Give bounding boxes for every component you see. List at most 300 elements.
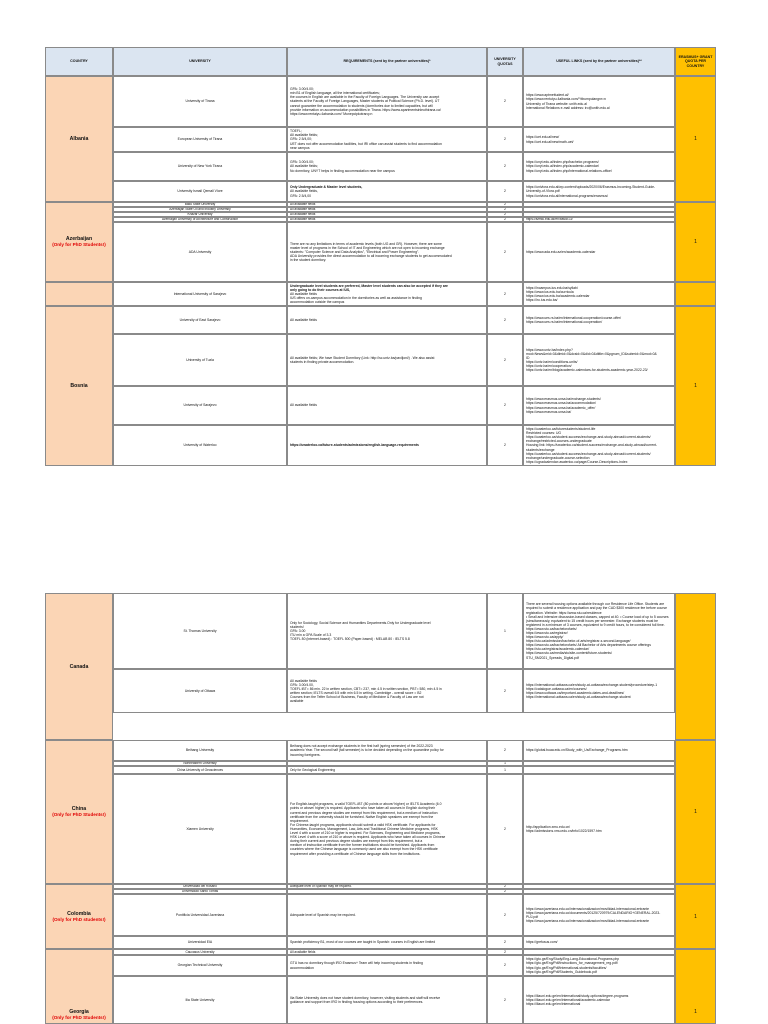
quota-value: 2 xyxy=(504,889,506,894)
link-line[interactable]: https://iliauni.edu.ge/en/international/study-options/degree-programs xyxy=(526,993,629,998)
university-cell xyxy=(113,740,287,761)
quota-cell xyxy=(487,127,523,152)
table-row xyxy=(45,425,716,466)
university-cell xyxy=(113,669,287,713)
link-line[interactable]: https://www.erasmus.unsa.ba/accommodation/ xyxy=(526,401,597,406)
table-row xyxy=(45,593,716,669)
requirement-line: ADA University provides the direct accommodation to all incoming exchange students to get accommodated xyxy=(290,254,452,259)
link-line[interactable]: https://www.erasmus.unsa.ba/academic_offer/ xyxy=(526,405,596,410)
requirement-line: min B1 of English language, all the international certificates; xyxy=(290,91,380,96)
university-name: University of Tuzla xyxy=(186,357,214,362)
requirements-cell xyxy=(287,766,487,774)
university-name: Universidad Santo Tomas xyxy=(181,889,219,894)
quota-value: 2 xyxy=(504,99,506,104)
link-line[interactable]: https://www.stu.ca/media/stu/site-content/future-students/ xyxy=(526,651,612,656)
university-name: Azerbaijan State Oil and Industry University xyxy=(169,207,231,212)
link-line[interactable]: • Small and intensive discussion-based classes, capped at 40. • Course load of up to 5 courses xyxy=(526,614,669,619)
link-line[interactable]: https://international.uottawa.ca/en/study-at-uottawa/exchange-student xyxy=(526,695,631,700)
requirement-line: All available fields xyxy=(290,202,316,207)
requirement-line: in the student dormitory. xyxy=(290,258,327,263)
link-line[interactable]: https://www.ues.rs.ba/en/international-cooperation/course-offer/ xyxy=(526,315,622,320)
requirement-line: No dormitory, UNYT helps in finding accommodation near the campus xyxy=(290,168,395,173)
quota-value: 2 xyxy=(504,912,506,917)
country-name: Azerbaijan xyxy=(65,236,93,242)
link-line[interactable]: https://www.erasmus.unsa.ba/exchange-students/ xyxy=(526,397,601,402)
table-row xyxy=(45,766,716,774)
university-cell xyxy=(113,282,287,306)
link-line[interactable]: https://www.erasmus.unsa.ba/ xyxy=(526,409,572,414)
requirement-line: TOEFL; xyxy=(290,129,302,134)
university-name: University of Sarajevo xyxy=(183,403,217,408)
university-name: Pontificia Universidad Javeriana xyxy=(175,912,225,917)
requirement-line: Adequate level of Spanish may be required. xyxy=(290,912,356,917)
quota-cell xyxy=(487,955,523,976)
link-line[interactable]: ID xyxy=(526,355,530,360)
requirement-line: Only for Sociology, Social Science and Humanities Departments.Only for Undergraduate level xyxy=(290,620,431,625)
requirement-line: All available fields xyxy=(290,317,317,322)
requirement-line: available xyxy=(290,699,304,704)
requirement-line: All available fields xyxy=(290,678,317,683)
requirement-line: TOEFL iBT= 86 min. 22 in written section, CBT= 237, min 4.5 in written section, PBT= 580, min 4.5 in xyxy=(290,686,442,691)
quota-cell xyxy=(487,774,523,884)
table-row xyxy=(45,740,716,761)
requirement-line: incoming foreigners. xyxy=(290,752,321,757)
link-line[interactable]: https://uwaterloo.ca/futurestudents/student-life xyxy=(526,427,596,432)
link-line[interactable]: (simultaneously, equivalent to 15 credit hours per semester. Exchange students must be xyxy=(526,618,659,623)
link-line[interactable]: https://iliauni.edu.ge/en/international/academic-calendar xyxy=(526,997,610,1002)
quota-cell xyxy=(487,76,523,127)
link-line[interactable]: https://international.uottawa.ca/en/study-at-uottawa/exchange-student/procedure/step-1 xyxy=(526,682,658,687)
table-row xyxy=(45,955,716,976)
header-row xyxy=(45,47,716,76)
quota-value: 2 xyxy=(504,212,506,217)
requirement-line: GPA: 3.00/4.00, xyxy=(290,682,314,687)
quota-cell xyxy=(487,222,523,282)
university-name: University of Tirana xyxy=(185,99,215,104)
country-name: Albania xyxy=(69,136,89,142)
link-line[interactable]: University of Tirana website: unith.edu.al xyxy=(526,101,587,106)
link-line[interactable]: https://www.uottawa.ca/important-academic-dates-and-deadlines/ xyxy=(526,691,625,695)
quota-cell xyxy=(487,766,523,774)
requirements-cell xyxy=(287,425,487,466)
quota-cell xyxy=(487,334,523,386)
link-line[interactable]: https://www.javeriana.edu.co/internacionalizacion/movilidad-internacional-entrante xyxy=(526,919,650,924)
requirements-cell xyxy=(287,127,487,152)
link-line[interactable]: https://admissions.xmu.edu.cn/info/1022/1597.htm xyxy=(526,829,602,833)
requirement-line: Only for Geological Engineering xyxy=(290,767,336,772)
link-line[interactable]: https://www.stu.ca/apply/ xyxy=(526,635,564,640)
quota-value: 2 xyxy=(504,291,506,296)
requirement-line: GPA: 2.5/4,00 xyxy=(290,193,312,198)
links-cell xyxy=(523,152,675,181)
link-line[interactable]: https://www.rentutyu.4albania.com/'%bumpulangnr=n xyxy=(526,97,606,102)
quota-value: 2 xyxy=(504,217,506,222)
quota-cell xyxy=(487,425,523,466)
header-grant: ERASMUS+ GRANT QUOTA PER COUNTRY xyxy=(675,47,716,76)
quota-value: 2 xyxy=(504,688,506,693)
university-cell xyxy=(113,334,287,386)
link-line[interactable]: https://global.buaa.edu.cn/Study_with_Us/Exchange_Programs.htm xyxy=(526,748,628,753)
quota-cell xyxy=(487,936,523,949)
requirement-line: requirement. xyxy=(290,818,310,823)
requirement-line: GPA: 3.00 xyxy=(290,628,306,633)
quota-cell xyxy=(487,181,523,202)
grant-value: 1 xyxy=(694,239,697,245)
requirement-line: IUS offers on-campus accommodation in the dormitories as well as assistance in finding xyxy=(290,296,422,301)
requirement-line: only going to do their courses at IUS, xyxy=(290,287,351,292)
university-name: International University of Sarajevo xyxy=(173,291,227,296)
quota-value: 2 xyxy=(504,949,506,954)
requirements-cell xyxy=(287,282,487,306)
link-line[interactable]: University-of-Vlora.pdf xyxy=(526,189,560,194)
requirement-line: medium of instruction certificate from the former institutions should be furnished. Applicants from xyxy=(290,843,435,848)
link-line[interactable]: https://unyt.edu.al/index.php/academic-calendar/ xyxy=(526,164,599,169)
requirement-line: academic Year. The second half (fall semester) is to be decided depending on the quarantine policy for xyxy=(290,748,444,753)
link-line[interactable]: https://www.aptmettudent.al/ xyxy=(526,93,569,98)
link-line[interactable]: https://www.untz.ba/index.php? xyxy=(526,347,573,352)
table-row xyxy=(45,386,716,425)
requirement-line: points or above/ higher) is required. Applicants who have taken all courses in English during their xyxy=(290,806,436,811)
table-row xyxy=(45,894,716,936)
requirements-cell xyxy=(287,593,487,669)
requirements-cell xyxy=(287,774,487,884)
link-line[interactable]: https://www.javeriana.edu.co/internacionalizacion/movilidad-internacional-entrante xyxy=(526,906,650,911)
quota-value: 2 xyxy=(504,997,506,1002)
link-line[interactable]: Restricted courses: UG xyxy=(526,431,562,436)
university-cell xyxy=(113,894,287,936)
university-cell xyxy=(113,76,287,127)
link-line[interactable]: https://gtu.ge/Eng/Study/Eng-Lang-Educational-Programs.php xyxy=(526,957,620,962)
country-name: Bosnia xyxy=(70,383,88,389)
requirement-line: GPA: 2.5/4,00; xyxy=(290,137,312,142)
links-cell xyxy=(523,306,675,334)
requirement-line: All available fields, xyxy=(290,189,318,194)
link-line[interactable]: https://azmiu.edu.az/en/basic/13/ xyxy=(526,217,573,222)
university-name: Beihang University xyxy=(185,748,215,753)
link-line[interactable]: https://www.stu.ca/bachelorofarts/ All Bachelor of Arts departments course offerings xyxy=(526,643,651,648)
requirements-cell xyxy=(287,386,487,425)
links-cell xyxy=(523,955,675,976)
link-line[interactable]: https://uwaterloo.ca/student-success/exchange-and-study-abroad/current-students/ xyxy=(526,435,651,440)
table-row xyxy=(45,152,716,181)
link-line[interactable]: https://univlora.edu.al/wp-content/uploads/2020/06/Erasmus-Incoming-Student-Guide- xyxy=(526,185,656,190)
quota-cell xyxy=(487,593,523,669)
link-line[interactable]: students/exchange xyxy=(526,447,555,452)
university-name: University of Waterloo xyxy=(183,443,217,448)
university-name: Ilia State University xyxy=(185,997,215,1002)
table-row xyxy=(45,936,716,949)
header-university: UNIVERSITY xyxy=(113,47,287,76)
university-name: Azerbaijan University of Architecture and Construction xyxy=(161,217,239,222)
requirements-cell xyxy=(287,894,487,936)
country-name: Colombia xyxy=(67,910,91,917)
requirement-line: accommodation xyxy=(290,965,314,970)
grant-value: 1 xyxy=(694,809,697,815)
requirement-line: countries where the Chinese language is commonly used are also exempt from the HSK certificate xyxy=(290,847,438,852)
quota-value: 2 xyxy=(504,940,506,945)
requirement-line: written section; IELTS overall 6.5 with min 6.5 in writing. Cambridge - overall score = B2 xyxy=(290,691,422,695)
university-name: Caucasus University xyxy=(185,949,215,954)
requirement-line: Spanish proficiency B1, most of our courses are taught in Spanish: courses in English are limited xyxy=(290,940,436,945)
link-line[interactable]: https://unyt.edu.al/index.php/international-relations-office/ xyxy=(526,168,612,173)
requirement-line: students in finding private accommodation. xyxy=(290,360,355,364)
link-line[interactable]: https://uet.edu.al/new/math-uet/ xyxy=(526,139,574,144)
university-name: Baku State University xyxy=(184,202,216,207)
country-name: Georgia xyxy=(69,1009,89,1015)
link-line[interactable]: STU_SM2021_Spreads_Digital.pdf xyxy=(526,655,579,660)
link-line[interactable]: registered in a minimum of 3 courses, equivalent to 9 credit hours, to be considered full time. xyxy=(526,622,665,627)
university-cell xyxy=(113,386,287,425)
link-line[interactable]: https://ugradcalendar.uwaterloo.ca/page/Course-Descriptions-Index xyxy=(526,459,628,464)
quota-cell xyxy=(487,386,523,425)
university-cell xyxy=(113,774,287,884)
university-cell xyxy=(113,936,287,949)
table-row xyxy=(45,282,716,306)
link-line[interactable]: https://iro.ius.edu.ba/ xyxy=(526,298,558,303)
quota-cell xyxy=(487,976,523,1024)
requirements-cell xyxy=(287,936,487,949)
country-name: China xyxy=(71,806,87,812)
university-name: University of Ottawa xyxy=(184,688,216,693)
requirement-line: GTU has no dormitory though IRO Erasmus+ Team will help incoming students in finding xyxy=(290,961,423,966)
links-cell xyxy=(523,774,675,884)
links-cell xyxy=(523,936,675,949)
requirement-line: Only Undergraduate & Master level students, xyxy=(290,185,363,190)
quota-cell xyxy=(487,740,523,761)
link-line[interactable]: https://grefusus.com/ xyxy=(526,940,558,945)
links-cell xyxy=(523,976,675,1024)
country-note: (Only for PhD Students!) xyxy=(52,812,106,817)
requirement-line: All available fields; xyxy=(290,164,318,169)
university-cell xyxy=(113,306,287,334)
university-name: University of New York Tirana xyxy=(177,164,223,169)
quota-value: 1 xyxy=(504,761,506,766)
links-cell xyxy=(523,425,675,466)
header-country: COUNTRY xyxy=(45,47,113,76)
quota-value: 2 xyxy=(504,189,506,194)
requirements-cell xyxy=(287,669,487,713)
table-row xyxy=(45,334,716,386)
links-cell xyxy=(523,386,675,425)
university-name: St. Thomas University xyxy=(183,628,217,633)
university-name: Khazar University xyxy=(187,212,213,217)
requirement-line: For English-taught programs, a valid TOEFL-iBT (80 points or above/ higher) or IELTS Academic (6.0 xyxy=(290,802,442,807)
requirement-line: All available fields xyxy=(290,217,316,222)
grant-value: 1 xyxy=(694,913,697,920)
link-line[interactable]: https://www.ius.edu.ba/curricula xyxy=(526,289,574,294)
links-cell xyxy=(523,127,675,152)
quota-value: 2 xyxy=(504,826,506,831)
grant-value: 1 xyxy=(694,383,697,389)
table-row xyxy=(45,222,716,282)
link-line[interactable]: https://stu.ca/admission/bachelor-of-arts/registrar-s-second-language/ xyxy=(526,639,631,644)
quota-cell xyxy=(487,669,523,713)
link-line[interactable]: PUJ.pdf xyxy=(526,915,539,919)
link-line[interactable]: https://untz.ba/en/conditions-units/ xyxy=(526,360,578,364)
requirement-line: master level of programs in the School of IT and Engineering which are not open to incoming exchange xyxy=(290,245,445,250)
requirement-line: There are no any limitations in terms of academic levels (both UG and GR). However, there are some xyxy=(290,241,442,246)
university-cell xyxy=(113,425,287,466)
university-name: ADA University xyxy=(188,249,212,254)
link-line[interactable]: https://iliauni.edu.ge/en/international xyxy=(526,1002,581,1007)
requirement-line: All available fields xyxy=(290,212,316,217)
link-line[interactable]: https://gtu.ge/Eng/Pdf/Instructions_for_management_reg.pdf/ xyxy=(526,961,618,966)
requirement-line: students at the Faculty of Foreign Languages, Master students at Political Science (Ph.D. level). UT xyxy=(290,99,440,104)
requirement-line: current and previous degree studies are exempt from this requirement, but a medium of instruction xyxy=(290,810,438,815)
header-quotas: UNIVERSITY QUOTAS xyxy=(487,47,523,76)
header-links: USEFUL LINKS (sent by the partner universities)** xyxy=(523,47,675,76)
link-line[interactable]: https://www.stu.ca/registrar/ xyxy=(526,631,568,635)
requirements-cell xyxy=(287,740,487,761)
requirement-line: ITU min a GPA Scale of 3.3 xyxy=(290,633,332,638)
requirement-line: Level 4 with a score of 210 or higher is required. For Sciences, Engineering and Medicine programs, xyxy=(290,831,441,836)
grant-value: 1 xyxy=(694,1009,697,1015)
link-line[interactable]: mod=News&mid=0&dlmid=0&dcsid=0&did=0&dtitle=0&pgnum_ID&submid=0&mod=0& xyxy=(526,351,657,356)
link-line[interactable]: https://univlora.edu.al/international-programs/erasmus/ xyxy=(526,193,608,198)
requirement-line: Humanities, Economics, Management, Law, Arts and Traditional Chinese Medicine programs, HSK xyxy=(290,826,438,831)
requirement-line: https://www.rentaiyu.4abania.com/ 'Munepcipkotrarq=n xyxy=(290,111,373,116)
quota-value: 2 xyxy=(504,207,506,212)
requirement-line: Adequate level of Spanish may be required. xyxy=(290,884,352,889)
links-cell xyxy=(523,894,675,936)
university-name: Universidad del Rosario xyxy=(183,884,217,889)
requirement-line: All available fields; We have Student Dormitory (Link: http://sc.untz.ba/paviljoni/) . We also assist xyxy=(290,355,435,360)
link-line[interactable]: https://untz.ba/en/blog/academic-calendars-for-students-academic-year-2022-23/ xyxy=(526,368,648,373)
link-line[interactable]: https://unyt.edu.al/index.php/bachelor-programs/ xyxy=(526,160,599,165)
university-cell xyxy=(113,181,287,202)
university-name: University Ismail Qemali Vlore xyxy=(177,189,223,194)
university-name: University of East Sarajevo xyxy=(179,317,221,322)
requirement-line: students: "Computer Science and Data Analytics", "Electrical and Power Engineering". xyxy=(290,249,420,254)
requirement-line: All available fields xyxy=(290,949,316,954)
link-line[interactable]: https://uwaterloo.ca/student-success/exchange-and-study-abroad/current-students/ xyxy=(526,451,651,456)
link-line[interactable]: http://application.xmu.edu.cn/ xyxy=(526,824,571,829)
links-cell xyxy=(523,740,675,761)
links-cell xyxy=(523,334,675,386)
header-requirements: REQUIREMENTS (sent by the partner universities)* xyxy=(287,47,487,76)
requirement-line: All available fields xyxy=(290,291,317,296)
university-cell xyxy=(113,222,287,282)
links-cell xyxy=(523,181,675,202)
requirement-line: HSK Level 4 with a score of 210 or above is required. Applicants who have taken all courses in Chinese xyxy=(290,835,446,840)
requirement-line: accommodation outside the campus xyxy=(290,300,345,305)
requirement-line: All available fields; xyxy=(290,133,318,138)
link-line[interactable]: https://untz.ba/en/cooperation/ xyxy=(526,364,572,369)
quota-value: 2 xyxy=(504,443,506,448)
quota-cell xyxy=(487,894,523,936)
link-line[interactable]: https://www.ius.edu.ba/academic-calendar xyxy=(526,294,590,298)
link-line[interactable]: https://incampus.ius.edu.ba/syllabi xyxy=(526,285,578,290)
link-line[interactable]: https://gtu.ge/Eng/Pdf/International-students/faculties/ xyxy=(526,965,607,970)
table-row xyxy=(45,774,716,884)
requirements-cell xyxy=(287,976,487,1024)
requirement-line: Beihang does not accept exchange students in the first half (spring semester) of the 2022-2023 xyxy=(290,744,433,749)
quota-value: 1 xyxy=(504,628,506,633)
link-line[interactable]: https://www.ues.rs.ba/en/international-cooperation/ xyxy=(526,320,603,324)
quota-value: 2 xyxy=(504,164,506,169)
link-line[interactable]: exchange/restricted-courses-undergraduate xyxy=(526,439,592,444)
university-name: European University of Tirana xyxy=(177,137,223,142)
university-cell xyxy=(113,152,287,181)
requirement-line: requirement after providing a certificate of Chinese language skills from the institutions. xyxy=(290,851,421,856)
link-line[interactable]: required to submit a residence application and pay the CAD $300 residence fee before course xyxy=(526,606,667,611)
requirement-line: students! xyxy=(290,624,304,629)
link-line[interactable]: exchange/undergraduate-course-selection xyxy=(526,455,590,460)
link-line[interactable]: https://www.javeriana.edu.co/documents/20125/720979/CALENDARIO+GENERAL-2023- xyxy=(526,910,661,915)
university-cell xyxy=(113,766,287,774)
requirements-cell xyxy=(287,334,487,386)
quota-value: 2 xyxy=(504,884,506,889)
quota-value: 2 xyxy=(504,249,506,254)
requirement-line: TOEFL 80 (internet-based) : TOEFL 500 (Paper-based) : MELAB 80 : IELTS 5.8 xyxy=(290,637,410,642)
links-cell xyxy=(523,593,675,669)
link-line[interactable]: registration. Website: https://www.stu.ca/residence xyxy=(526,610,602,615)
university-cell xyxy=(113,127,287,152)
requirement-line: Ilia State University does not have student dormitory, however, visiting students and staff will receive xyxy=(290,995,441,1000)
quota-value: 1 xyxy=(504,767,506,772)
university-name: Georgian Technical University xyxy=(177,963,223,968)
requirement-line: https://uwaterloo.ca/future-students/admissions/english-language-requirements xyxy=(290,443,419,448)
link-line[interactable]: Housing link: https://uwaterloo.ca/student-success/exchange-and-study-abroad/current- xyxy=(526,443,658,448)
table-row xyxy=(45,306,716,334)
links-cell xyxy=(523,222,675,282)
quota-cell xyxy=(487,282,523,306)
link-line[interactable]: https://www.ada.edu.az/en/academic-calendar xyxy=(526,249,596,254)
requirements-cell xyxy=(287,152,487,181)
university-cell xyxy=(113,593,287,669)
link-line[interactable]: https://gtu.ge/Eng/Pdf/Students_Guidebook.pdf xyxy=(526,969,597,974)
links-cell xyxy=(523,76,675,127)
link-line[interactable]: There are several housing options available through our Residence Life Office. Students are xyxy=(526,602,665,607)
quota-value: 2 xyxy=(504,137,506,142)
country-column-edge xyxy=(45,282,113,306)
quota-value: 2 xyxy=(504,748,506,753)
requirement-line: provide information on accommodation possibilities in Tirana. https://www.apartmentsinleuthirana.ca/ xyxy=(290,107,441,112)
requirement-line: All available fields xyxy=(290,403,317,408)
quota-cell xyxy=(487,152,523,181)
requirement-line: GPA: 3.00/4.00; xyxy=(290,87,314,92)
link-line[interactable]: https://stu.ca/registrar/academic-calendar/ xyxy=(526,647,590,652)
university-cell xyxy=(113,976,287,1024)
link-line[interactable]: https://uet.edu.al/new/ xyxy=(526,135,560,140)
requirement-line: For Chinese-taught programs, applicants should submit a valid HSK certificate. For applicants for xyxy=(290,822,436,827)
requirement-line: during their current and previous degree studies are exempt from this requirement, but a xyxy=(290,839,423,844)
university-name: Xiamen University xyxy=(186,826,214,831)
table-row xyxy=(45,669,716,713)
table-row xyxy=(45,76,716,127)
quota-value: 2 xyxy=(504,317,506,322)
link-line[interactable]: https://www.stu.ca/bachelorofarts/ xyxy=(526,626,577,631)
requirement-line: UET does not offer accommodation facilities, but IRI office can assist students to find accommodation xyxy=(290,141,442,146)
table-row xyxy=(45,127,716,152)
country-name: Canada xyxy=(69,663,89,670)
university-name: Northeastern University xyxy=(183,761,217,766)
university-cell xyxy=(113,955,287,976)
requirement-line: certificate from the university should be furnished. Native English speakers are exempt from the xyxy=(290,814,434,819)
link-line[interactable]: International Relations e-mail address: iro@unith.edu.al xyxy=(526,105,610,110)
requirement-line: guidance and support from IRO in finding housing options according to their preferences. xyxy=(290,1000,424,1004)
quota-value: 2 xyxy=(504,963,506,968)
quota-value: 2 xyxy=(504,403,506,408)
requirement-line: GPA: 3.00/4.00; xyxy=(290,160,314,165)
links-cell xyxy=(523,282,675,306)
link-line[interactable]: https://catalogue.uottawa.ca/en/courses/ xyxy=(526,686,587,691)
quota-cell xyxy=(487,306,523,334)
requirements-cell xyxy=(287,955,487,976)
requirement-line: near campus xyxy=(290,145,310,150)
grant-value: 1 xyxy=(694,136,697,142)
university-name: Universidad EIA xyxy=(187,940,213,945)
